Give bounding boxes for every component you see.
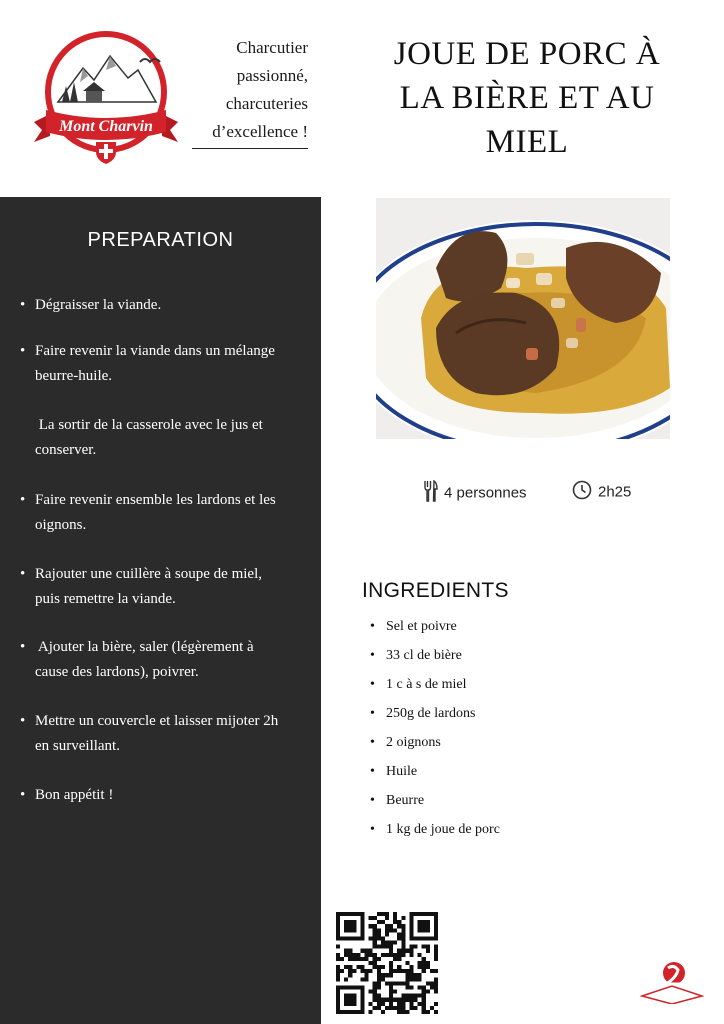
title-line: MIEL: [485, 124, 569, 160]
bullet-icon: •: [370, 764, 375, 779]
bullet-icon: •: [20, 787, 26, 803]
step-line: en surveillant.: [35, 738, 120, 754]
step-line: cause des lardons), poivrer.: [35, 664, 199, 680]
tagline-line: d’excellence !: [212, 122, 308, 141]
ingredients-heading: INGREDIENTS: [362, 579, 509, 602]
bullet-icon: •: [20, 639, 26, 655]
step-item: [14, 488, 309, 538]
bullet-icon: •: [20, 713, 26, 729]
step-item: [14, 709, 309, 759]
title-line: JOUE DE PORC À: [393, 36, 661, 72]
ingredients-list: [362, 617, 662, 849]
step-line: oignons.: [35, 517, 87, 533]
servings-label: 4 personnes: [444, 484, 527, 502]
step-line: Bon appétit !: [35, 787, 114, 803]
bullet-icon: •: [370, 793, 375, 808]
bullet-icon: •: [20, 566, 26, 582]
step-line: La sortir de la casserole avec le jus et: [35, 417, 263, 433]
ingredient-item: • 250g de lardons: [362, 704, 662, 733]
ingredient-item: • Huile: [362, 762, 662, 791]
recipe-title: [372, 32, 682, 164]
ingredient-item: • 1 kg de joue de porc: [362, 820, 662, 849]
step-line: beurre-huile.: [35, 368, 113, 384]
preparation-panel: [0, 197, 321, 1024]
step-line: puis remettre la viande.: [35, 591, 176, 607]
tagline-line: Charcutier: [236, 38, 308, 57]
step-line: Faire revenir la viande dans un mélange: [35, 343, 275, 359]
tagline-divider: [192, 148, 308, 149]
servings-info: [424, 480, 527, 506]
bullet-icon: •: [20, 343, 26, 359]
logo-text: Mont Charvin: [59, 118, 153, 135]
bullet-icon: •: [370, 677, 375, 692]
bullet-icon: •: [370, 619, 375, 634]
fork-knife-icon: [424, 480, 438, 506]
step-line: Dégraisser la viande.: [35, 297, 162, 313]
ingredient-item: • 1 c à s de miel: [362, 675, 662, 704]
preparation-heading: PREPARATION: [87, 229, 234, 251]
step-line: Faire revenir ensemble les lardons et les: [35, 492, 276, 508]
time-label: 2h25: [598, 483, 632, 501]
ingredient-item: • Beurre: [362, 791, 662, 820]
bullet-icon: •: [370, 735, 375, 750]
brand-tagline: [190, 34, 308, 146]
tagline-line: charcuteries: [225, 94, 308, 113]
artisan-logo: [640, 960, 704, 1004]
ingredient-item: • 33 cl de bière: [362, 646, 662, 675]
step-item: [14, 293, 309, 318]
step-line: Ajouter la bière, saler (légèrement à: [35, 639, 254, 655]
dish-photo: [376, 198, 670, 439]
mont-charvin-logo: [28, 30, 193, 165]
ingredient-item: • Sel et poivre: [362, 617, 662, 646]
clock-icon: [572, 480, 592, 504]
step-item: [14, 783, 309, 808]
step-item: [14, 635, 309, 685]
ingredient-item: • 2 oignons: [362, 733, 662, 762]
tagline-line: passionné,: [236, 66, 308, 85]
step-item: [14, 413, 309, 463]
time-info: [572, 480, 631, 504]
step-line: Rajouter une cuillère à soupe de miel,: [35, 566, 262, 582]
step-item: [14, 339, 309, 389]
step-line: Mettre un couvercle et laisser mijoter 2h: [35, 713, 279, 729]
bullet-icon: •: [370, 648, 375, 663]
bullet-icon: •: [20, 492, 26, 508]
title-line: LA BIÈRE ET AU: [399, 80, 655, 116]
bullet-icon: •: [20, 297, 26, 313]
bullet-icon: •: [370, 822, 375, 837]
qr-code[interactable]: [336, 912, 438, 1014]
step-line: conserver.: [35, 442, 97, 458]
bullet-icon: •: [370, 706, 375, 721]
step-item: [14, 562, 309, 612]
